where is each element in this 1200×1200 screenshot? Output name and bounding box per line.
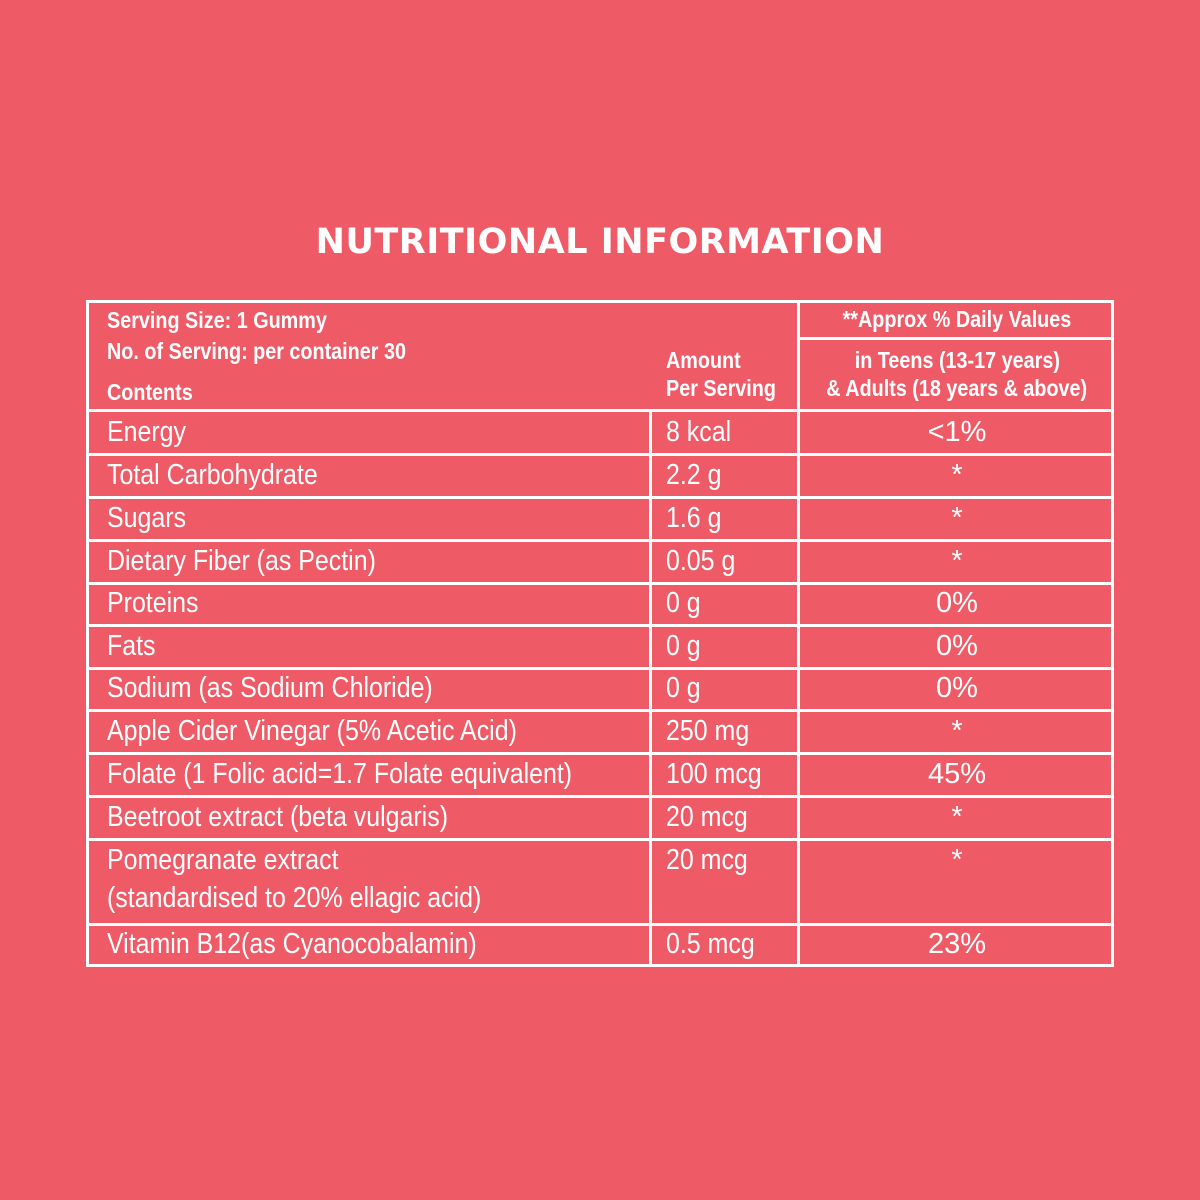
row-daily-value: * [951, 459, 963, 491]
servings-per-container-label: No. of Serving: per container 30 [107, 338, 406, 364]
population-header-line1: in Teens (13-17 years) [854, 347, 1060, 373]
row-daily-value: * [951, 715, 963, 747]
row-daily-value: 0% [936, 630, 978, 662]
row-daily-value: 0% [936, 587, 978, 619]
row-divider [86, 539, 1114, 542]
row-content: Energy [107, 416, 187, 448]
row-daily-value: <1% [927, 416, 987, 448]
row-divider [86, 838, 1114, 841]
row-amount: 1.6 g [666, 502, 722, 534]
row-content-line2: (standardised to 20% ellagic acid) [107, 882, 482, 914]
row-divider [86, 496, 1114, 499]
row-amount: 8 kcal [666, 416, 732, 448]
amount-header-line1: Amount [666, 347, 741, 373]
row-divider [86, 453, 1114, 456]
row-amount: 0 g [666, 672, 701, 704]
row-content: Pomegranate extract [107, 844, 339, 876]
row-divider [86, 752, 1114, 755]
row-amount: 0 g [666, 587, 701, 619]
row-amount: 0.5 mcg [666, 928, 755, 960]
daily-values-header: **Approx % Daily Values [842, 306, 1072, 332]
row-content: Dietary Fiber (as Pectin) [107, 545, 376, 577]
row-divider [800, 337, 1114, 340]
row-content: Fats [107, 630, 156, 662]
column-divider [649, 410, 652, 967]
row-content: Apple Cider Vinegar (5% Acetic Acid) [107, 715, 517, 747]
row-amount: 250 mg [666, 715, 750, 747]
row-amount: 2.2 g [666, 459, 722, 491]
row-daily-value: 45% [927, 758, 987, 790]
contents-header: Contents [107, 379, 193, 405]
row-content: Proteins [107, 587, 199, 619]
row-divider [86, 709, 1114, 712]
row-divider [86, 409, 1114, 412]
serving-size-label: Serving Size: 1 Gummy [107, 307, 327, 333]
row-daily-value: 23% [927, 928, 987, 960]
row-content: Folate (1 Folic acid=1.7 Folate equivalent) [107, 758, 573, 790]
population-header-line2: & Adults (18 years & above) [826, 375, 1088, 401]
row-daily-value: * [951, 545, 963, 577]
row-divider [86, 795, 1114, 798]
row-daily-value: * [951, 801, 963, 833]
row-content: Sugars [107, 502, 187, 534]
amount-header-line2: Per Serving [666, 375, 776, 401]
row-daily-value: 0% [936, 672, 978, 704]
row-amount: 20 mcg [666, 844, 748, 876]
row-amount: 0 g [666, 630, 701, 662]
row-amount: 20 mcg [666, 801, 748, 833]
row-daily-value: * [951, 844, 963, 876]
row-content: Total Carbohydrate [107, 459, 318, 491]
row-divider [86, 624, 1114, 627]
row-amount: 0.05 g [666, 545, 736, 577]
row-content: Sodium (as Sodium Chloride) [107, 672, 433, 704]
row-amount: 100 mcg [666, 758, 762, 790]
row-content: Beetroot extract (beta vulgaris) [107, 801, 449, 833]
row-content: Vitamin B12(as Cyanocobalamin) [107, 928, 477, 960]
page-title: NUTRITIONAL INFORMATION [315, 222, 885, 262]
row-daily-value: * [951, 502, 963, 534]
